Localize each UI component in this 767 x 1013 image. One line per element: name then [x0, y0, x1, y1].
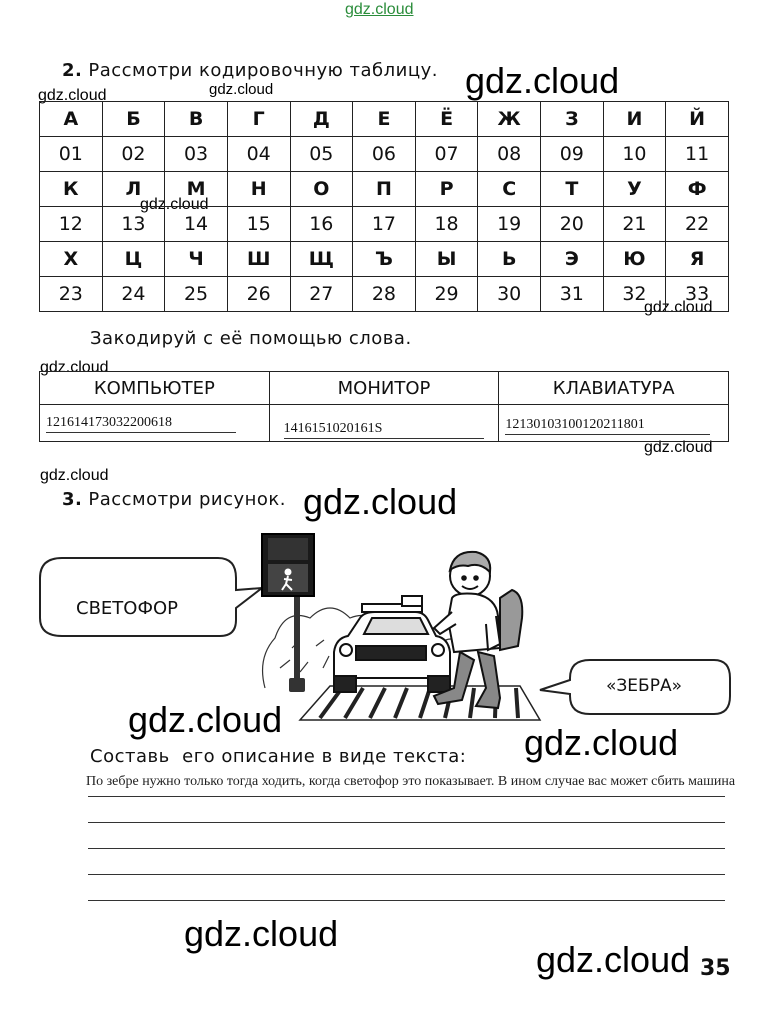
task3-number: 3. — [62, 489, 83, 510]
traffic-light-icon — [262, 534, 314, 692]
letter-cell: Ы — [415, 242, 478, 277]
code-cell: 13 — [102, 207, 165, 242]
letter-cell: К — [40, 172, 103, 207]
code-cell: 28 — [353, 277, 416, 312]
letter-cell: У — [603, 172, 666, 207]
answer-line[interactable] — [88, 848, 725, 849]
answer-line[interactable] — [88, 874, 725, 875]
watermark: gdz.cloud — [644, 299, 713, 316]
word-code-cell[interactable] — [40, 405, 270, 442]
task2-title: Рассмотри кодировочную таблицу. — [88, 60, 438, 81]
letter-cell: Щ — [290, 242, 353, 277]
code-cell: 29 — [415, 277, 478, 312]
letter-cell: И — [603, 102, 666, 137]
letter-cell: П — [353, 172, 416, 207]
codes-row — [40, 207, 729, 242]
letter-cell: Ж — [478, 102, 541, 137]
letter-cell: А — [40, 102, 103, 137]
letter-cell: С — [478, 172, 541, 207]
watermark: gdz.cloud — [40, 467, 109, 484]
code-cell: 14 — [165, 207, 228, 242]
letter-cell: Л — [102, 172, 165, 207]
letters-row — [40, 242, 729, 277]
code-cell: 26 — [227, 277, 290, 312]
bubble-left-label: СВЕТОФОР — [76, 598, 178, 619]
code-cell: 22 — [666, 207, 729, 242]
code-cell: 01 — [40, 137, 103, 172]
letter-cell: Ъ — [353, 242, 416, 277]
letter-cell: О — [290, 172, 353, 207]
code-cell: 23 — [40, 277, 103, 312]
answer-line[interactable] — [88, 796, 725, 797]
watermark: gdz.cloud — [128, 699, 283, 740]
watermark: gdz.cloud — [524, 722, 679, 763]
letter-cell: Д — [290, 102, 353, 137]
letters-row — [40, 172, 729, 207]
task2-heading — [62, 60, 438, 81]
letter-cell: Ё — [415, 102, 478, 137]
code-cell: 02 — [102, 137, 165, 172]
word-code-cell[interactable] — [269, 405, 499, 442]
watermark: gdz.cloud — [140, 196, 209, 213]
letter-cell: Й — [666, 102, 729, 137]
code-cell: 31 — [541, 277, 604, 312]
code-cell: 09 — [541, 137, 604, 172]
word-header: МОНИТОР — [269, 372, 499, 405]
watermark: gdz.cloud — [209, 81, 274, 98]
task3-answer: По зебре нужно только тогда ходить, когда светофор это показывает. В ином случае вас может сбить машина — [86, 774, 736, 789]
code-cell: 32 — [603, 277, 666, 312]
letters-row — [40, 102, 729, 137]
letter-cell: Г — [227, 102, 290, 137]
task2-instruction: Закодируй с её помощью слова. — [90, 328, 412, 349]
word-header: КОМПЬЮТЕР — [40, 372, 270, 405]
code-cell: 15 — [227, 207, 290, 242]
letter-cell: Х — [40, 242, 103, 277]
letter-cell: Б — [102, 102, 165, 137]
word-code: 1416151020161S — [284, 421, 484, 439]
letter-cell: М — [165, 172, 228, 207]
letter-cell: Ю — [603, 242, 666, 277]
watermark: gdz.cloud — [40, 359, 109, 376]
word-code: 121614173032200618 — [46, 415, 236, 433]
letter-cell: Е — [353, 102, 416, 137]
code-cell: 25 — [165, 277, 228, 312]
task3-title: Рассмотри рисунок. — [88, 489, 287, 510]
task3-prompt: Составь его описание в виде текста: — [90, 746, 467, 767]
watermark: gdz.cloud — [465, 60, 620, 101]
code-cell: 24 — [102, 277, 165, 312]
code-cell: 16 — [290, 207, 353, 242]
watermark: gdz.cloud — [644, 439, 713, 456]
code-cell: 03 — [165, 137, 228, 172]
code-cell: 10 — [603, 137, 666, 172]
code-cell: 11 — [666, 137, 729, 172]
code-cell: 33 — [666, 277, 729, 312]
codes-row — [40, 277, 729, 312]
watermark: gdz.cloud — [38, 87, 107, 104]
letter-cell: Р — [415, 172, 478, 207]
code-cell: 21 — [603, 207, 666, 242]
answer-line[interactable] — [88, 900, 725, 901]
code-cell: 17 — [353, 207, 416, 242]
code-cell: 18 — [415, 207, 478, 242]
letter-cell: Н — [227, 172, 290, 207]
watermark: gdz.cloud — [184, 913, 339, 954]
letter-cell: Я — [666, 242, 729, 277]
watermark-top: gdz.cloud — [345, 1, 414, 18]
letter-cell: Ь — [478, 242, 541, 277]
word-code-cell[interactable] — [499, 405, 729, 442]
letter-cell: Ш — [227, 242, 290, 277]
bubble-right-label: «ЗЕБРА» — [606, 676, 682, 696]
code-cell: 30 — [478, 277, 541, 312]
code-cell: 27 — [290, 277, 353, 312]
code-cell: 20 — [541, 207, 604, 242]
letter-cell: Ц — [102, 242, 165, 277]
bubble-left — [40, 558, 262, 636]
letter-cell: Ф — [666, 172, 729, 207]
word-code: 12130103100120211801 — [505, 417, 710, 435]
code-cell: 05 — [290, 137, 353, 172]
page-number: 35 — [700, 956, 731, 981]
codes-row — [40, 137, 729, 172]
task2-number: 2. — [62, 60, 83, 81]
watermark: gdz.cloud — [536, 939, 691, 980]
code-cell: 19 — [478, 207, 541, 242]
letter-cell: Т — [541, 172, 604, 207]
letter-cell: З — [541, 102, 604, 137]
car-icon — [334, 596, 450, 692]
coding-table — [39, 101, 729, 312]
street-illustration — [30, 528, 740, 728]
letter-cell: Ч — [165, 242, 228, 277]
code-cell: 07 — [415, 137, 478, 172]
code-cell: 04 — [227, 137, 290, 172]
task3-heading — [62, 489, 286, 510]
word-header: КЛАВИАТУРА — [499, 372, 729, 405]
watermark: gdz.cloud — [303, 481, 458, 522]
letter-cell: В — [165, 102, 228, 137]
code-cell: 06 — [353, 137, 416, 172]
letter-cell: Э — [541, 242, 604, 277]
words-table — [39, 371, 729, 442]
code-cell: 08 — [478, 137, 541, 172]
answer-line[interactable] — [88, 822, 725, 823]
code-cell: 12 — [40, 207, 103, 242]
